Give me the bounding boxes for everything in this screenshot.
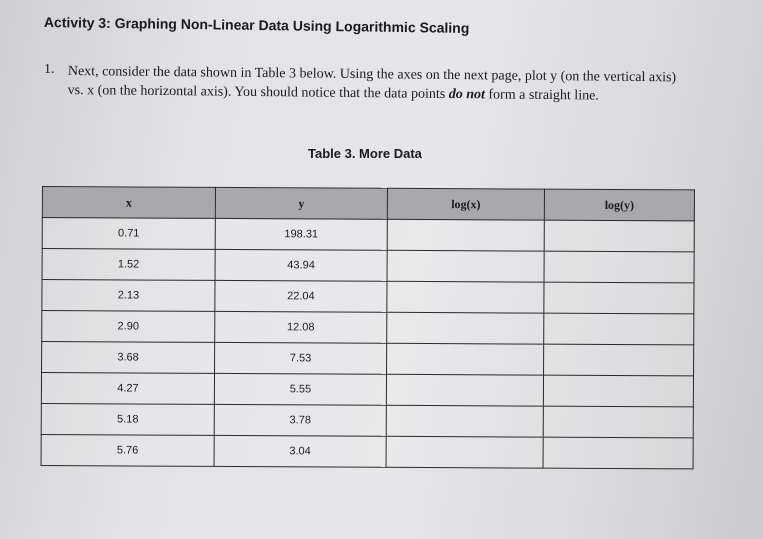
cell-y: 3.04 bbox=[214, 435, 386, 467]
header-log-x: log(x) bbox=[387, 188, 544, 220]
cell-x: 2.90 bbox=[42, 311, 215, 343]
cell-log-y[interactable] bbox=[544, 282, 694, 314]
instruction-text-part-1: Next, consider the data shown in Table 3 below. Using the axes on the next page, plot y (on the vertical axis) vs. x (on the horizontal axis). You should notice that the data points bbox=[67, 63, 677, 102]
cell-y: 43.94 bbox=[215, 249, 387, 281]
cell-log-x[interactable] bbox=[386, 405, 543, 437]
instruction-text-part-2: form a straight line. bbox=[484, 87, 599, 104]
table-row bbox=[41, 373, 693, 407]
cell-log-x[interactable] bbox=[387, 219, 544, 251]
cell-log-x[interactable] bbox=[386, 374, 543, 406]
cell-y: 22.04 bbox=[215, 280, 387, 312]
table-row bbox=[41, 434, 693, 468]
cell-x: 3.68 bbox=[42, 342, 215, 374]
cell-log-x[interactable] bbox=[386, 436, 543, 468]
cell-log-y[interactable] bbox=[544, 220, 694, 252]
instruction-emphasis: do not bbox=[448, 86, 486, 103]
cell-x: 5.76 bbox=[41, 434, 214, 466]
cell-y: 12.08 bbox=[215, 311, 387, 343]
activity-heading: Activity 3: Graphing Non-Linear Data Using Logarithmic Scaling bbox=[43, 14, 470, 36]
table-row bbox=[41, 403, 693, 437]
cell-log-y[interactable] bbox=[543, 406, 693, 438]
cell-x: 4.27 bbox=[41, 373, 214, 405]
table-row bbox=[42, 218, 694, 252]
cell-log-x[interactable] bbox=[387, 250, 544, 282]
cell-y: 198.31 bbox=[215, 218, 387, 250]
cell-x: 5.18 bbox=[41, 403, 214, 435]
cell-y: 5.55 bbox=[214, 373, 386, 405]
cell-x: 2.13 bbox=[42, 280, 215, 312]
cell-log-x[interactable] bbox=[387, 312, 544, 344]
table-row bbox=[42, 311, 694, 345]
table-row bbox=[42, 280, 694, 314]
cell-x: 0.71 bbox=[42, 218, 215, 250]
header-x: x bbox=[42, 187, 215, 219]
table-row bbox=[42, 342, 694, 376]
cell-x: 1.52 bbox=[42, 249, 215, 281]
header-log-y: log(y) bbox=[544, 189, 694, 221]
cell-y: 7.53 bbox=[215, 342, 387, 374]
cell-log-y[interactable] bbox=[543, 437, 693, 469]
cell-log-x[interactable] bbox=[387, 281, 544, 313]
cell-log-y[interactable] bbox=[544, 344, 694, 376]
cell-y: 3.78 bbox=[214, 404, 386, 436]
instruction-text bbox=[68, 62, 688, 106]
cell-log-y[interactable] bbox=[543, 375, 693, 407]
instruction-number: 1. bbox=[44, 62, 55, 77]
cell-log-y[interactable] bbox=[544, 313, 694, 345]
cell-log-x[interactable] bbox=[387, 343, 544, 375]
table-caption: Table 3. More Data bbox=[308, 146, 422, 161]
header-y: y bbox=[215, 187, 387, 219]
table-row bbox=[42, 249, 694, 283]
table-header-row bbox=[42, 187, 694, 221]
data-table bbox=[41, 186, 695, 469]
cell-log-y[interactable] bbox=[544, 251, 694, 283]
